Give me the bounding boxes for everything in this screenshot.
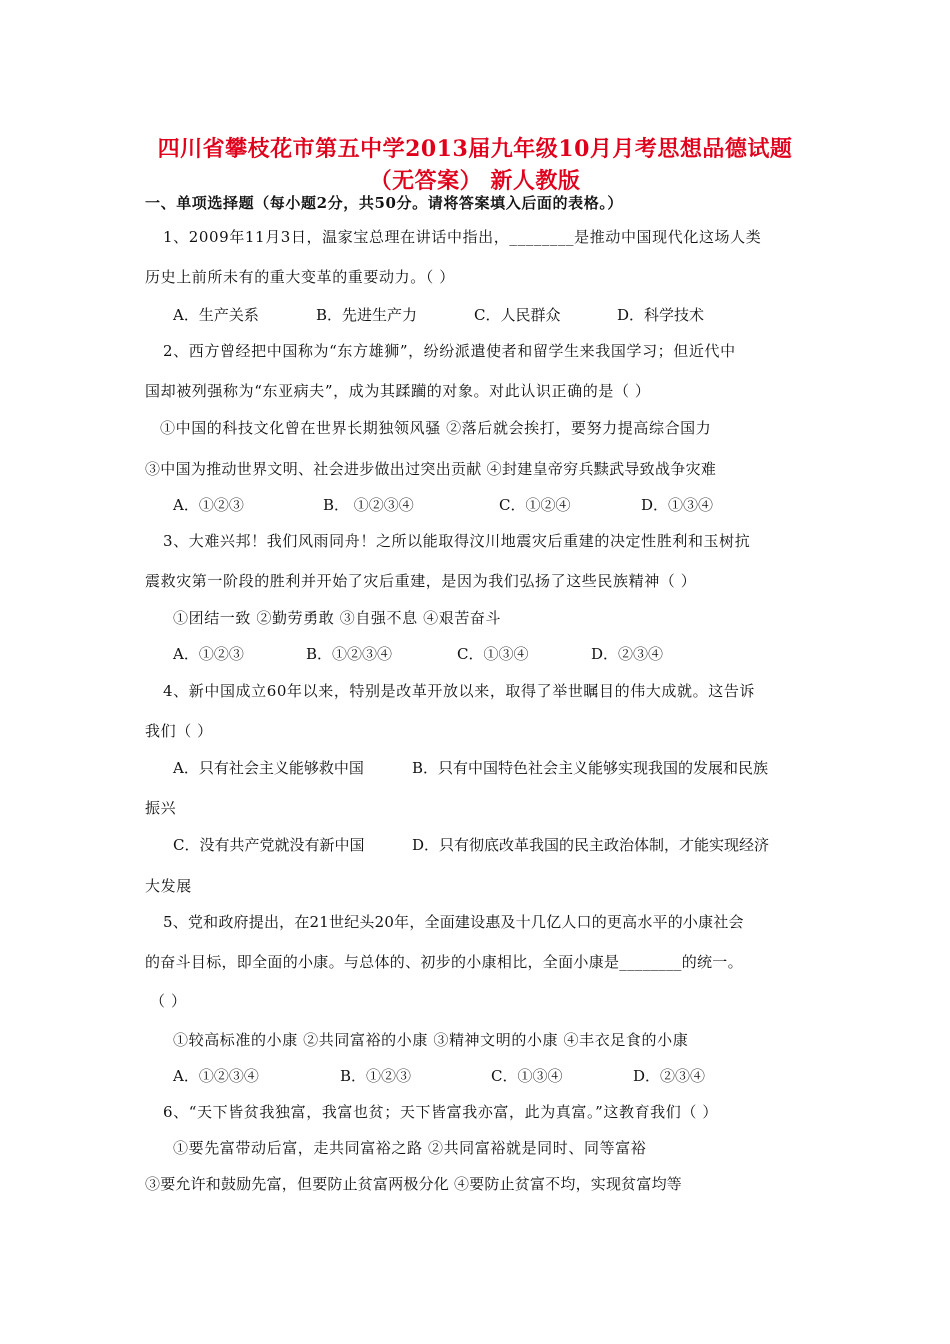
question-text: 6、“天下皆贫我独富，我富也贫；天下皆富我亦富，此为真富。”这教育我们（ ） (163, 1103, 718, 1121)
option-d: D．只有彻底改革我国的民主政治体制，才能实现经济 (412, 836, 770, 854)
statement-line: ①要先富带动后富，走共同富裕之路 ②共同富裕就是同时、同等富裕 (173, 1139, 647, 1157)
option-d: D．②③④ (591, 645, 664, 663)
question-text: 震救灾第一阶段的胜利并开始了灾后重建，是因为我们弘扬了这些民族精神（ ） (145, 572, 697, 590)
question-text: 5、党和政府提出，在21世纪头20年，全面建设惠及十几亿人口的更高水平的小康社会 (163, 913, 744, 931)
question-text: （ ） (150, 992, 187, 1010)
option-c: C．①③④ (457, 645, 529, 663)
option-b: B． ①②③④ (323, 496, 414, 514)
question-text: 4、新中国成立60年以来，特别是改革开放以来，取得了举世瞩目的伟大成就。这告诉 (163, 682, 756, 700)
option-c: C．①③④ (491, 1067, 563, 1085)
page-title: 四川省攀枝花市第五中学2013届九年级10月月考思想品德试题 (157, 136, 793, 162)
option-b: B．只有中国特色社会主义能够实现我国的发展和民族 (412, 759, 769, 777)
option-a: A．①②③ (173, 496, 244, 514)
question-text: 历史上前所未有的重大变革的重要动力。（ ） (145, 268, 455, 286)
option-a: A．①②③ (173, 645, 244, 663)
option-c: C．①②④ (499, 496, 571, 514)
option-d: D．②③④ (633, 1067, 706, 1085)
option-d: D．①③④ (641, 496, 714, 514)
option-b: B．先进生产力 (316, 306, 418, 324)
option-d: D．科学技术 (617, 306, 705, 324)
option-a: A．生产关系 (173, 306, 259, 324)
question-text: 的奋斗目标，即全面的小康。与总体的、初步的小康相比，全面小康是________的统一。 (145, 953, 743, 971)
statement-line: ①较高标准的小康 ②共同富裕的小康 ③精神文明的小康 ④丰衣足食的小康 (173, 1031, 689, 1049)
option-a: A．只有社会主义能够救中国 (173, 759, 364, 777)
statement-line: ①中国的科技文化曾在世界长期独领风骚 ②落后就会挨打，要努力提高综合国力 (160, 419, 712, 437)
option-a: A．①②③④ (173, 1067, 259, 1085)
statement-line: ③中国为推动世界文明、社会进步做出过突出贡献 ④封建皇帝穷兵黩武导致战争灾难 (145, 460, 717, 478)
question-text: 1、2009年11月3日，温家宝总理在讲话中指出，________是推动中国现代化这场人类 (163, 228, 762, 246)
option-d-continued: 大发展 (145, 877, 192, 895)
question-text: 国却被列强称为“东亚病夫”，成为其蹂躏的对象。对此认识正确的是（ ） (145, 382, 651, 400)
page-subtitle: （无答案） 新人教版 (369, 168, 581, 194)
statement-line: ③要允许和鼓励先富，但要防止贫富两极分化 ④要防止贫富不均，实现贫富均等 (145, 1175, 682, 1193)
option-c: C．人民群众 (474, 306, 561, 324)
option-b: B．①②③ (340, 1067, 412, 1085)
statement-line: ①团结一致 ②勤劳勇敢 ③自强不息 ④艰苦奋斗 (173, 609, 502, 627)
section-heading: 一、单项选择题（每小题2分，共50分。请将答案填入后面的表格。） (145, 194, 624, 212)
option-b: B．①②③④ (306, 645, 393, 663)
question-text: 2、西方曾经把中国称为“东方雄狮”，纷纷派遣使者和留学生来我国学习；但近代中 (163, 342, 736, 360)
option-c: C．没有共产党就没有新中国 (173, 836, 365, 854)
question-text: 我们（ ） (145, 722, 213, 740)
option-b-continued: 振兴 (145, 799, 177, 817)
question-text: 3、大难兴邦！我们风雨同舟！之所以能取得汶川地震灾后重建的决定性胜利和玉树抗 (163, 532, 751, 550)
